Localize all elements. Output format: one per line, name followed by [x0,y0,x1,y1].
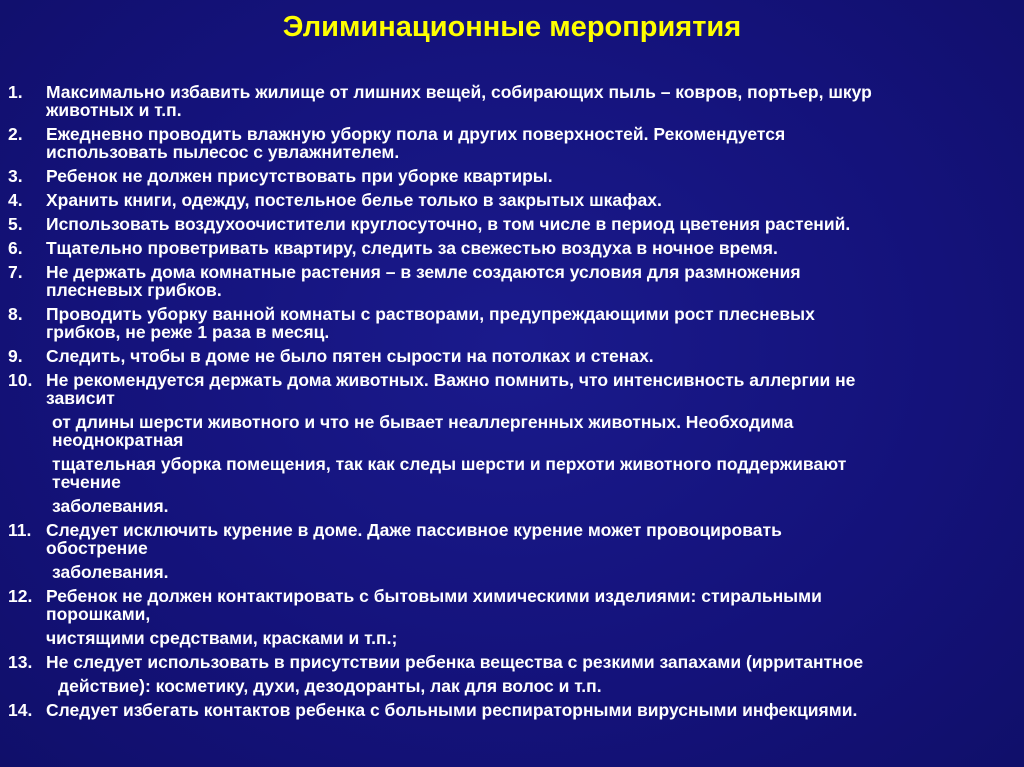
list-item [8,347,1018,365]
item-text [46,701,1018,719]
list-item [8,497,1018,515]
item-text [46,239,1018,257]
item-number: 9. [8,346,23,366]
list-item [8,653,1018,671]
item-number: 11. [8,520,32,540]
item-number: 13. [8,652,33,672]
item-line: Следить, чтобы в доме не было пятен сырости на потолках и стенах. [46,346,654,366]
list-item [8,413,1018,449]
item-line: от длины шерсти животного и что не бывает неаллергенных животных. Необходима [52,412,794,432]
item-line: заболевания. [52,562,169,582]
item-text [46,125,1018,161]
item-line: Следует исключить курение в доме. Даже пассивное курение может провоцировать [46,520,782,540]
item-line: тщательная уборка помещения, так как следы шерсти и перхоти животного поддерживают [52,454,847,474]
item-number: 1. [8,82,23,102]
item-text [52,563,1018,581]
list-item [8,239,1018,257]
item-line: Ежедневно проводить влажную уборку пола и других поверхностей. Рекомендуется [46,124,786,144]
list-item [8,305,1018,341]
item-line: заболевания. [52,496,169,516]
list-item [8,371,1018,407]
item-line: Тщательно проветривать квартиру, следить за свежестью воздуха в ночное время. [46,238,778,258]
item-line: обострение [46,538,148,558]
item-number: 8. [8,304,23,324]
item-line: Проводить уборку ванной комнаты с растворами, предупреждающими рост плесневых [46,304,815,324]
item-number: 2. [8,124,23,144]
item-number: 3. [8,166,23,186]
list-item [8,83,1018,119]
item-number: 4. [8,190,23,210]
item-line: течение [52,472,121,492]
item-number: 6. [8,238,23,258]
item-text [46,653,1018,671]
item-line: Не следует использовать в присутствии ребенка вещества с резкими запахами (ирритантное [46,652,864,672]
item-text [52,497,1018,515]
item-line: порошками, [46,604,151,624]
item-text [52,455,1018,491]
item-line: Не рекомендуется держать дома животных. Важно помнить, что интенсивность аллергии не [46,370,856,390]
item-line: Следует избегать контактов ребенка с больными респираторными вирусными инфекциями. [46,700,858,720]
item-text [46,371,1018,407]
item-text [46,167,1018,185]
item-line: зависит [46,388,115,408]
list-item [8,563,1018,581]
item-number: 5. [8,214,23,234]
item-text [46,521,1018,557]
measures-list [8,83,1018,725]
item-line: Не держать дома комнатные растения – в земле создаются условия для размножения [46,262,801,282]
item-text [46,83,1018,119]
item-text [46,305,1018,341]
item-line: животных и т.п. [46,100,182,120]
item-text [46,191,1018,209]
item-text [46,347,1018,365]
list-item [8,167,1018,185]
item-number: 10. [8,370,33,390]
item-line: неоднократная [52,430,184,450]
slide-title: Элиминационные мероприятия [282,11,742,43]
item-line: Хранить книги, одежду, постельное белье только в закрытых шкафах. [46,190,662,210]
list-item [8,629,1018,647]
item-line: действие): косметику, духи, дезодоранты, лак для волос и т.п. [58,676,602,696]
item-text [46,587,1018,623]
item-number: 12. [8,586,33,606]
item-line: грибков, не реже 1 раза в месяц. [46,322,330,342]
item-line: использовать пылесос с увлажнителем. [46,142,400,162]
item-text [46,263,1018,299]
item-number: 14. [8,700,33,720]
item-number: 7. [8,262,23,282]
item-text [52,413,1018,449]
list-item [8,701,1018,719]
list-item [8,215,1018,233]
item-text [46,629,1018,647]
item-line: плесневых грибков. [46,280,222,300]
list-item [8,521,1018,557]
item-text [46,215,1018,233]
item-line: чистящими средствами, красками и т.п.; [46,628,398,648]
list-item [8,455,1018,491]
item-line: Максимально избавить жилище от лишних вещей, собирающих пыль – ковров, портьер, шкур [46,82,872,102]
item-line: Ребенок не должен присутствовать при уборке квартиры. [46,166,553,186]
list-item [8,125,1018,161]
item-line: Использовать воздухоочистители круглосуточно, в том числе в период цветения растений. [46,214,851,234]
item-line: Ребенок не должен контактировать с бытовыми химическими изделиями: стиральными [46,586,822,606]
list-item [8,191,1018,209]
item-text [58,677,1018,695]
list-item [8,677,1018,695]
list-item [8,263,1018,299]
list-item [8,587,1018,623]
